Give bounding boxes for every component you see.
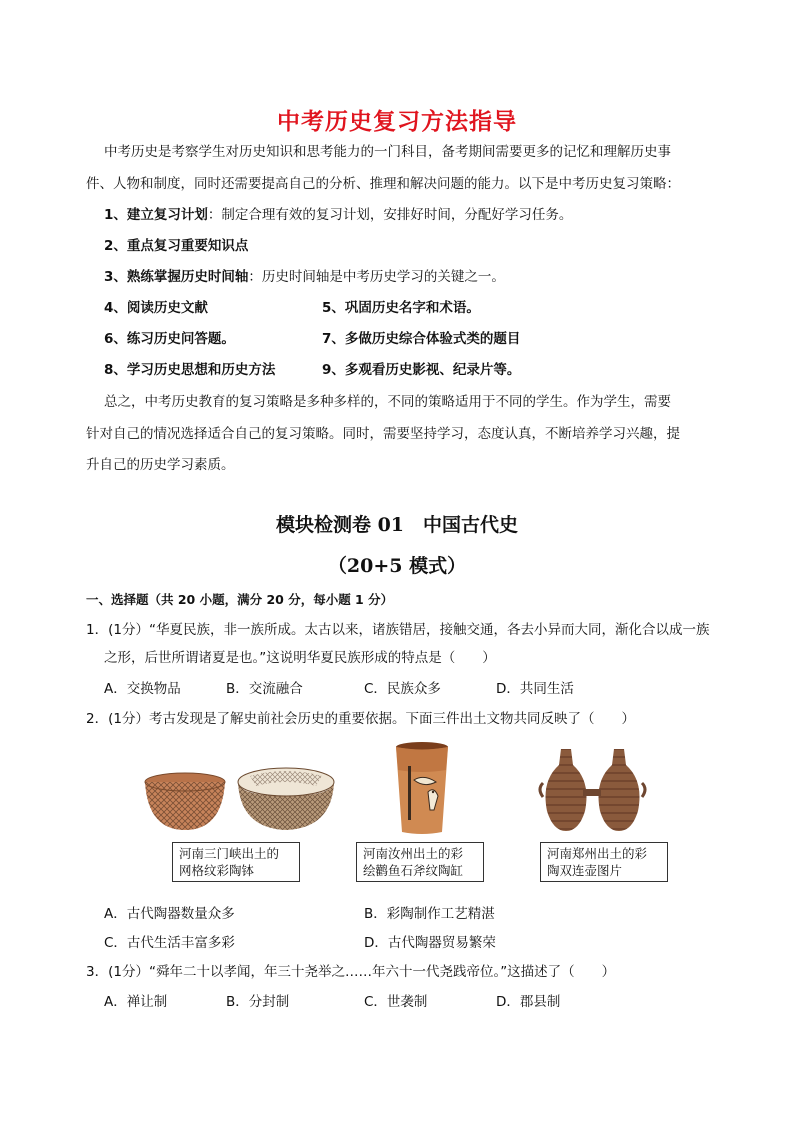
exam-subtitle: （20+5 模式） — [327, 555, 467, 577]
q2-option-c[interactable]: C．古代生活丰富多彩 — [104, 935, 235, 951]
q1-line2: 之形，后世所谓诸夏是也。”这说明华夏民族形成的特点是（ ） — [104, 650, 496, 666]
caption-2-line1: 河南汝州出土的彩 — [363, 846, 464, 861]
artifact-caption-3 — [540, 842, 668, 882]
strategy-5: 5、巩固历史名字和术语。 — [322, 300, 480, 316]
guide-intro-line2: 件、人物和制度，同时还需要提高自己的分析、推理和解决问题的能力。以下是中考历史复习策略： — [86, 176, 680, 192]
section-heading: 一、选择题（共 20 小题，满分 20 分，每小题 1 分） — [86, 592, 394, 607]
q2-option-a[interactable]: A．古代陶器数量众多 — [104, 906, 235, 922]
strategy-3-body: ：历史时间轴是中考历史学习的关键之一。 — [248, 269, 505, 285]
summary-line2: 针对自己的情况选择适合自己的复习策略。同时，需要坚持学习，态度认真，不断培养学习兴趣，提 — [86, 426, 680, 442]
q1-option-a[interactable]: A．交换物品 — [104, 681, 181, 697]
caption-1-line2: 网格纹彩陶钵 — [179, 863, 255, 878]
strategy-2: 2、重点复习重要知识点 — [104, 238, 249, 254]
strategy-1-head: 1、建立复习计划 — [104, 207, 208, 223]
caption-3-line1: 河南郑州出土的彩 — [547, 846, 648, 861]
q3-option-d[interactable]: D．郡县制 — [496, 994, 561, 1010]
strategy-8: 8、学习历史思想和历史方法 — [104, 362, 276, 378]
caption-1-line1: 河南三门峡出土的 — [179, 846, 280, 861]
guide-intro-line1: 中考历史是考察学生对历史知识和思考能力的一门科目，备考期间需要更多的记忆和理解历史事 — [104, 144, 671, 160]
q1-option-c[interactable]: C．民族众多 — [364, 681, 441, 697]
strategy-9: 9、多观看历史影视、纪录片等。 — [322, 362, 521, 378]
q3-option-a[interactable]: A．禅让制 — [104, 994, 168, 1010]
q1-option-b[interactable]: B．交流融合 — [226, 681, 303, 697]
guide-title: 中考历史复习方法指导 — [277, 109, 517, 135]
strategy-4: 4、阅读历史文献 — [104, 300, 208, 316]
q2-option-b[interactable]: B．彩陶制作工艺精湛 — [364, 906, 495, 922]
exam-title: 模块检测卷 01 中国古代史 — [275, 514, 519, 536]
strategy-1-body: ：制定合理有效的复习计划，安排好时间，分配好学习任务。 — [207, 207, 573, 223]
q3-option-b[interactable]: B．分封制 — [226, 994, 290, 1010]
q1-option-d[interactable]: D．共同生活 — [496, 681, 574, 697]
caption-3-line2: 陶双连壶图片 — [547, 863, 623, 878]
summary-line3: 升自己的历史学习素质。 — [86, 457, 235, 473]
strategy-1 — [104, 205, 572, 225]
q2-stem: 2．(1分）考古发现是了解史前社会历史的重要依据。下面三件出土文物共同反映了（ ） — [86, 711, 635, 727]
painted-jar-image — [390, 740, 454, 836]
q3-stem: 3．(1分）“舜年二十以孝闻，年三十尧举之……年六十一代尧践帝位。”这描述了（ ） — [86, 964, 616, 980]
artifact-caption-1 — [172, 842, 300, 882]
q3-option-c[interactable]: C．世袭制 — [364, 994, 428, 1010]
q2-option-d[interactable]: D．古代陶器贸易繁荣 — [364, 935, 496, 951]
pottery-bowls-image — [140, 752, 340, 834]
summary-line1: 总之，中考历史教育的复习策略是多种多样的，不同的策略适用于不同的学生。作为学生，需要 — [104, 394, 671, 410]
artifact-caption-2 — [356, 842, 484, 882]
double-vase-image — [535, 745, 650, 835]
strategy-7: 7、多做历史综合体验式类的题目 — [322, 331, 521, 347]
strategy-6: 6、练习历史问答题。 — [104, 331, 235, 347]
strategy-3-head: 3、熟练掌握历史时间轴 — [104, 269, 249, 285]
strategy-3 — [104, 267, 505, 287]
caption-2-line2: 绘鹳鱼石斧纹陶缸 — [363, 863, 464, 878]
q1-line1: 1．(1分）“华夏民族，非一族所成。太古以来，诸族错居，接触交通，各去小异而大同，渐化合以成一族 — [86, 622, 710, 638]
